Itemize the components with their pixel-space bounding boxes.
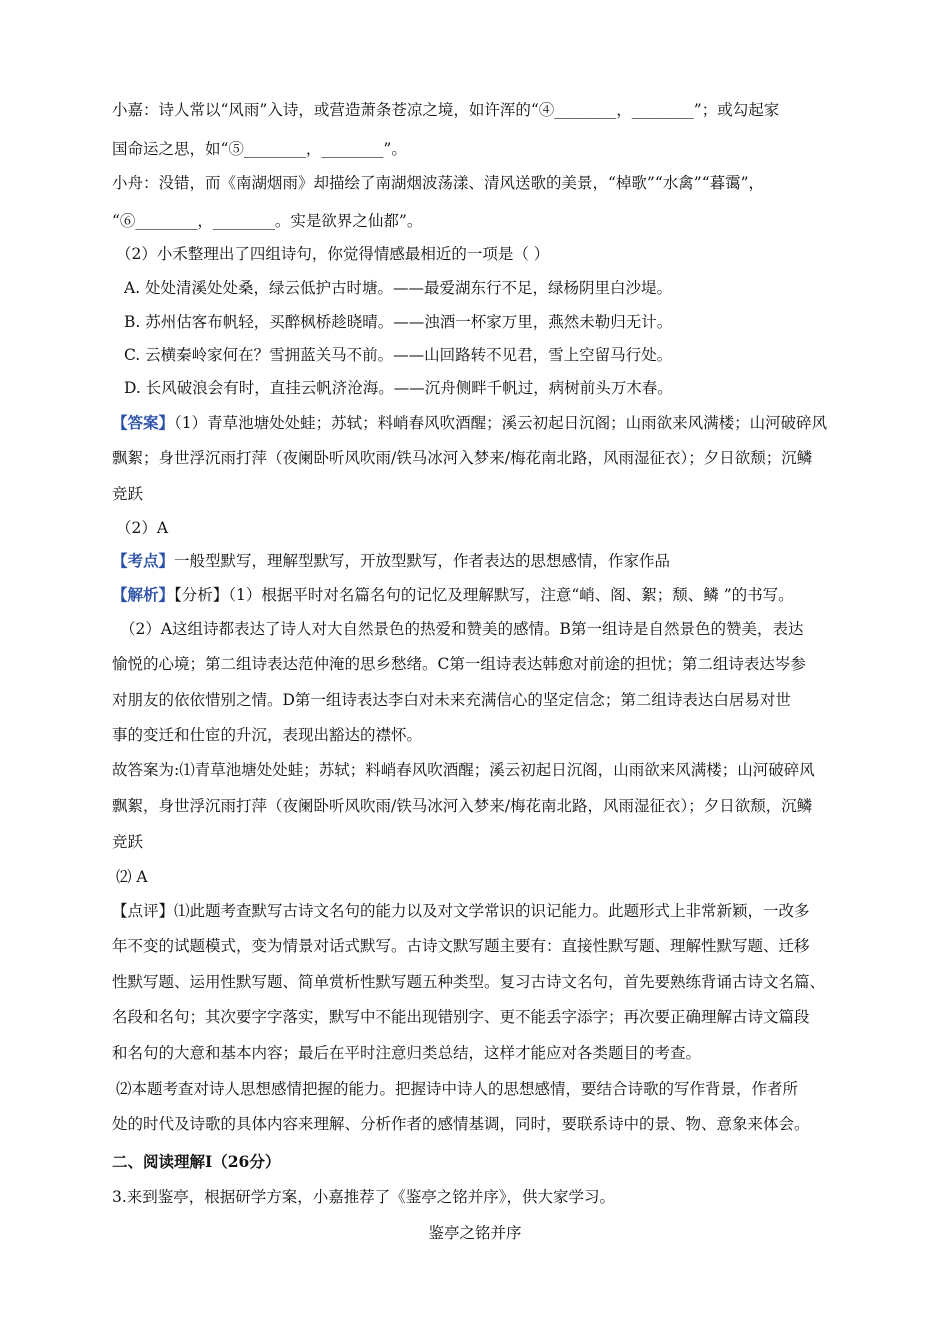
jiexi-line-3: 愉悦的心境；第二组诗表达范仲淹的思乡愁绪。C第一组诗表达韩愈对前途的担忧；第二组诗表达岑参 (112, 655, 806, 673)
answer-text: （1）青草池塘处处蛙；苏轼；料峭春风吹酒醒；溪云初起日沉阁；山雨欲来风满楼；山河破碎风 (174, 414, 828, 432)
final-answer-line-2: 飘絮，身世浮沉雨打萍（夜阑卧听风吹雨/铁马冰河入梦来/梅花南北路，风雨湿征衣）；夕日欲颓，沉鳞 (112, 797, 813, 815)
jiexi-line-1 (112, 584, 850, 606)
dianping-line-3: 性默写题、运用性默写题、简单赏析性默写题五种类型。复习古诗文名句，首先要熟练背诵古诗文名篇、 (112, 973, 826, 991)
answer-line-1 (112, 412, 850, 434)
kaodian-text: 一般型默写，理解型默写，开放型默写，作者表达的思想感情，作家作品 (174, 552, 671, 570)
answer-tag: 【答案】 (112, 413, 175, 432)
dialogue-xiaozhou-1: 小舟：没错，而《南湖烟雨》却描绘了南湖烟波荡漾、清风送歌的美景，“棹歌”“水禽”“暮霭”， (112, 174, 765, 192)
jiexi-line-5: 事的变迁和仕宦的升沉，表现出豁达的襟怀。 (112, 726, 423, 744)
answer-line-2: 飘絮；身世浮沉雨打萍（夜阑卧听风吹雨/铁马冰河入梦来/梅花南北路，风雨湿征衣）；夕日欲颓；沉鳞 (112, 449, 813, 467)
jiexi-text: 【分析】（1）根据平时对名篇名句的记忆及理解默写，注意“峭、阁、絮；颓、鳞 ”的书写。 (174, 586, 794, 604)
answer-line-4: （2）A (116, 519, 169, 537)
question-2: （2）小禾整理出了四组诗句，你觉得情感最相近的一项是（ ） (116, 245, 550, 263)
answer-line-3: 竞跃 (112, 485, 144, 503)
dianping-line-7: 处的时代及诗歌的具体内容来理解、分析作者的感情基调，同时，要联系诗中的景、物、意象来体会。 (112, 1115, 810, 1133)
option-d: D. 长风破浪会有时，直挂云帆济沧海。——沉舟侧畔千帆过，病树前头万木春。 (124, 379, 673, 397)
dianping-line-1: 【点评】⑴此题考查默写古诗文名句的能力以及对文学常识的识记能力。此题形式上非常新颖，一改多 (112, 902, 810, 920)
dianping-line-2: 年不变的试题模式，变为情景对话式默写。古诗文默写题主要有：直接性默写题、理解性默写题、迁移 (112, 937, 810, 955)
final-answer-line-4: ⑵ A (116, 868, 148, 886)
jiexi-line-2: （2）A这组诗都表达了诗人对大自然景色的热爱和赞美的感情。B第一组诗是自然景色的赞美，表达 (120, 620, 804, 638)
jiexi-tag: 【解析】 (112, 585, 175, 604)
dialogue-xiaojia-2: 国命运之思，如“⑤________，________”。 (112, 140, 407, 158)
dialogue-xiaozhou-2: “⑥________，________。实是欲界之仙都”。 (112, 212, 423, 230)
dialogue-xiaojia-1: 小嘉：诗人常以“风雨”入诗，或营造萧条苍凉之境，如许浑的“④________，________”；或勾起家 (112, 101, 780, 119)
dianping-line-5: 和名句的大意和基本内容；最后在平时注意归类总结，这样才能应对各类题目的考查。 (112, 1044, 702, 1062)
dianping-line-6: ⑵本题考查对诗人思想感情把握的能力。把握诗中诗人的思想感情，要结合诗歌的写作背景，作者所 (116, 1080, 799, 1098)
kaodian-line (112, 550, 850, 572)
jiexi-line-4: 对朋友的依依惜别之情。D第一组诗表达李白对未来充满信心的坚定信念；第二组诗表达白居易对世 (112, 691, 791, 709)
option-b: B. 苏州估客布帆轻，买醉枫桥趁晓晴。——浊酒一杯家万里，燕然未勒归无计。 (124, 313, 673, 331)
final-answer-line-1: 故答案为:⑴青草池塘处处蛙；苏轼；料峭春风吹酒醒；溪云初起日沉阁，山雨欲来风满楼；山河破碎风 (112, 761, 815, 779)
kaodian-tag: 【考点】 (112, 551, 175, 570)
question-3: 3.来到鉴亭，根据研学方案，小嘉推荐了《鉴亭之铭并序》，供大家学习。 (112, 1188, 616, 1206)
dianping-line-4: 名段和名句；其次要字字落实，默写中不能出现错别字、更不能丢字添字；再次要正确理解古诗文篇段 (112, 1008, 810, 1026)
section-heading: 二、阅读理解Ⅰ（26分） (112, 1152, 281, 1171)
final-answer-line-3: 竞跃 (112, 833, 144, 851)
passage-title: 鉴亭之铭并序 (428, 1224, 522, 1242)
option-a: A. 处处清溪处处桑，绿云低护古时塘。——最爱湖东行不足，绿杨阴里白沙堤。 (124, 279, 673, 297)
option-c: C. 云横秦岭家何在？雪拥蓝关马不前。——山回路转不见君，雪上空留马行处。 (124, 346, 673, 364)
